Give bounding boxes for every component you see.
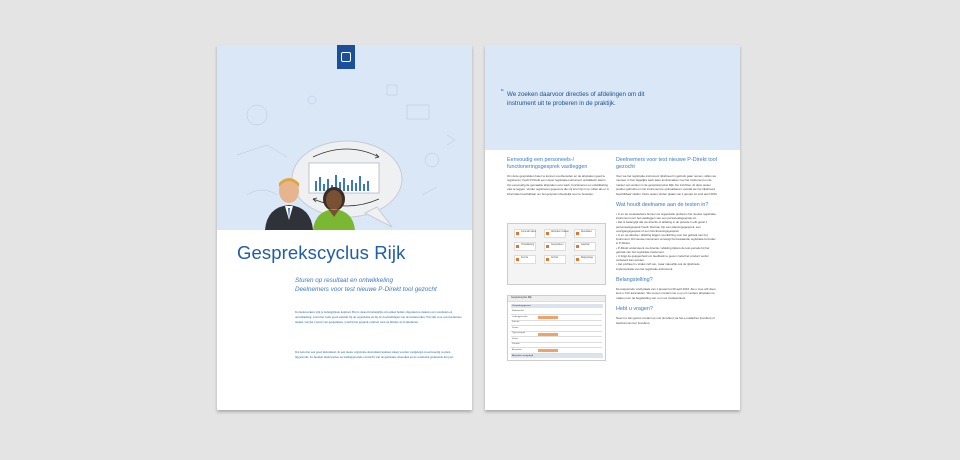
form-row-highlight bbox=[538, 316, 558, 319]
bullet-item: • Het is belangrijk dat uw directie of afdeling in de periode in elk geval 1 personeelsgesprek houdt. Dat kan zijn een planningsgesprek, een voortgangsgesprek of een functioneringsgesprek. bbox=[616, 220, 708, 233]
rijksoverheid-logo bbox=[337, 45, 355, 69]
right-column-heading: Deelnemers voor test nieuwe P-Direkt tool gezocht bbox=[616, 157, 717, 170]
form-row-divider bbox=[511, 336, 602, 337]
screenshot-dashboard bbox=[507, 223, 606, 285]
form-title: Gesprekscyclus Rijk bbox=[511, 297, 532, 299]
dashboard-tile bbox=[574, 229, 596, 238]
questions-text: Neemt u dan gerust contact op met (invullen) via het e-mailadres (invullen) of telefoonnummer (invullen). bbox=[616, 316, 715, 325]
tile-label: Jaarplan bbox=[581, 244, 590, 246]
form-row-label: Afspraken bbox=[512, 348, 522, 351]
tile-icon bbox=[546, 258, 549, 261]
tile-label: Rapportage bbox=[581, 257, 594, 259]
dashboard-tile bbox=[514, 242, 536, 251]
cover-subtitle-line-1: Sturen op resultaat en ontwikkeling bbox=[295, 277, 394, 284]
tile-label: Afspraken maken bbox=[551, 231, 569, 233]
tile-icon bbox=[516, 245, 519, 248]
tile-icon bbox=[576, 245, 579, 248]
form-row-label: Status bbox=[512, 337, 519, 340]
dashboard-tile bbox=[544, 229, 569, 238]
woman-avatar-illustration bbox=[309, 185, 359, 230]
form-row-highlight bbox=[538, 349, 558, 352]
participation-bullet-list bbox=[616, 212, 718, 271]
form-footer-header: Afspraken vastgelegd bbox=[511, 354, 603, 358]
section-heading-interest: Belangstelling? bbox=[616, 276, 653, 283]
cover-subtitle bbox=[295, 277, 465, 294]
form-row-divider bbox=[511, 320, 602, 321]
quote-mark-icon: “ bbox=[501, 88, 504, 97]
form-row-label: Periode bbox=[512, 343, 520, 345]
bullet-item: • P-Direkt ondersteunt uw directie / afdeling tijdens de test-periode bij het gebruik van het registratie-instrument. bbox=[616, 245, 710, 254]
form-row-label: Datum bbox=[512, 326, 519, 329]
dashboard-tile bbox=[544, 242, 566, 251]
brochure-cover-page bbox=[217, 45, 472, 410]
left-column-heading: Eenvoudig een personeels-/ functioneringsgesprek vastleggen bbox=[507, 157, 588, 170]
dashboard-tile bbox=[514, 229, 536, 238]
cover-body-paragraph-2: Dat kan met een goed instrument. In een nieuw registratie-instrument kunnen zaken worden vastgelegd en eenvoudig worden bijgewerkt. Zo houden medewerker en leidinggevende overzicht van de gemaakte afspraken en de resultaten gedurende het jaar. bbox=[295, 350, 454, 359]
form-row-divider bbox=[511, 325, 602, 326]
dashboard-tile bbox=[544, 255, 566, 264]
section-heading-questions: Hebt u vragen? bbox=[616, 306, 653, 313]
tile-icon bbox=[516, 258, 519, 261]
tile-icon bbox=[576, 258, 579, 261]
form-titlebar bbox=[508, 296, 605, 302]
form-row-divider bbox=[511, 342, 602, 343]
bullet-item: • U en uw directie / afdeling krijgen voorlichting over het gebruik van het instrument. Dit nieuwe instrument vervangt het bestaande registratie-formulier in P-Direkt. bbox=[616, 233, 716, 246]
bullet-item: • Het profiteert u straks zelf van, maar natuurlijk ook de rijksbrede implementatie van het registratie-instrument. bbox=[616, 262, 700, 271]
form-row-divider bbox=[511, 347, 602, 348]
tile-label: Archief bbox=[551, 257, 559, 259]
screenshot-form bbox=[507, 295, 606, 361]
form-row-highlight bbox=[538, 333, 558, 336]
dashboard-tile bbox=[514, 255, 536, 264]
interest-text: De testperiode vindt plaats van 1 januari tot 30 april 2016. Als u mee wilt doen, kunt u zich aanmelden. We nemen contact met u op om verdere afspraken te maken over de begeleiding van u en uw medewerkers. bbox=[616, 286, 717, 300]
tile-icon bbox=[546, 245, 549, 248]
left-column bbox=[507, 157, 609, 196]
tile-icon bbox=[546, 232, 549, 235]
tile-label: Lopende taken bbox=[521, 231, 537, 233]
tile-label: Ontwikkeling bbox=[521, 244, 535, 246]
right-column bbox=[616, 157, 718, 325]
tile-icon bbox=[576, 232, 579, 235]
left-column-text: Om deze gesprekken beter te kunnen voorbereiden en de afspraken goed te registreren, heeft P-Direkt een nieuw registratie-instrument ontwikkeld. Hierin zijn eenvoudig de gemaakte afspraken over werk, functioneren en ontwikkeling vast te leggen. Verder registreren gegevens die vrij snel zijn in te vullen als er is informatie beschikbaar om het gesprek inhoudelijk voor te bereiden. bbox=[507, 174, 609, 196]
form-row-label: Medewerker bbox=[512, 310, 525, 312]
section-heading-participation: Wat houdt deelname aan de testen in? bbox=[616, 202, 709, 209]
dashboard-tile bbox=[574, 255, 596, 264]
dashboard-tile bbox=[574, 242, 596, 251]
crest-icon bbox=[341, 52, 351, 62]
tile-label: Gesprekken bbox=[551, 244, 564, 246]
tile-label: Resultaten bbox=[581, 231, 592, 233]
bullet-item: • U krijgt de gelegenheid om feedback te geven zodat het product verder verbeterd kan worden. bbox=[616, 254, 709, 263]
form-section-header: Gespreksgegevens bbox=[511, 304, 603, 308]
cover-subtitle-line-2: Deelnemers voor test nieuwe P-Direkt tool gezocht bbox=[295, 285, 437, 293]
brochure-inner-page bbox=[485, 45, 740, 410]
form-row-label: Functie bbox=[512, 321, 520, 323]
cover-body-paragraph-1: In medewerkers zijn je belangrijkste kapitaal. Het is daarom belangrijk om samen helder afspraken te maken over resultaten en ontwikkeling, zodat het werk goed aansluit bij de organisatie en bij de doelstellingen van de medewerker. Wij zijn voor een modernere manier van het voeren van gesprekken, waarbij het gesprek centraal staat en minder de formulieren. bbox=[295, 310, 462, 324]
tile-label: Kennis bbox=[521, 257, 529, 259]
right-column-text: Voor we het registratie-instrument rijksbreed in gebruik gaan nemen, willen we mensen in hun dagelijks werk laten kennismaken met het instrument en de manier van werken in de gesprekscyclus Rijk. De inzichten uit deze testen worden gebruikt om het instrument te optimaliseren voordat we het rijksbreed beschikbaar stellen. Deze testen vinden plaats van 1 januari tot eind april 2016. bbox=[616, 174, 718, 196]
cover-title: Gesprekscyclus Rijk bbox=[237, 242, 406, 263]
form-row-label: Leidinggevende bbox=[512, 315, 528, 318]
tile-icon bbox=[516, 232, 519, 235]
pull-quote: We zoeken daarvoor directies of afdelingen om dit instrument uit te proberen in de praktijk. bbox=[507, 91, 645, 107]
bullet-item: • U en de medewerkers binnen uw organisatie proberen het nieuwe registratie-instrument voor het vastleggen van een personeelsgesprek uit. bbox=[616, 212, 717, 221]
form-row-label: Type gesprek bbox=[512, 332, 526, 334]
